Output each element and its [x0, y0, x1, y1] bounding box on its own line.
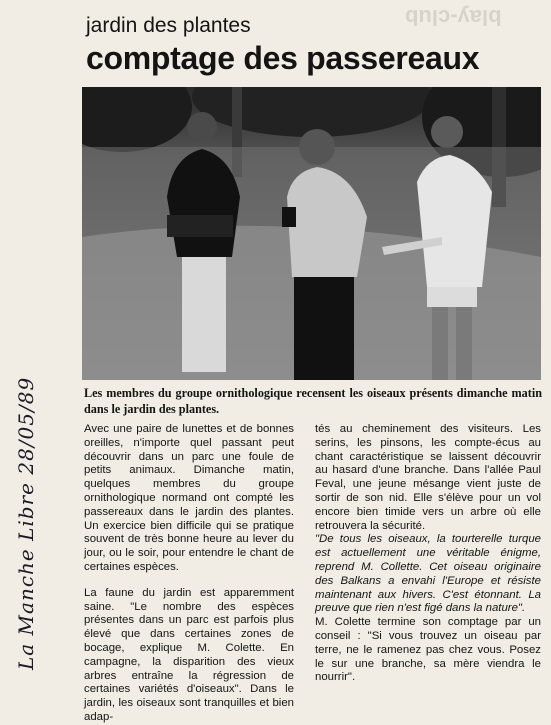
paragraph: Avec une paire de lunettes et de bonnes oreilles, n'importe quel passant peut découvrir dans un parc une foule de petits animaux. Dimanche matin, quelques membres du groupe ornithologique normand ont compté les passereaux dans le jardin des plantes. Un exercice bien difficile qui se pratique souvent de très bonne heure au lever du jour, ou le soir, pour entendre le chant de certaines espèces.	[84, 423, 294, 573]
article-column-2	[315, 423, 541, 685]
paragraph: La faune du jardin est apparemment saine. "Le nombre des espèces présentes dans un parc est parfois plus élevé que dans certaines zones de bocage, explique M. Colette. En campagne, la disparition des vieux arbres entraîne la régression de certaines variétés d'oiseaux". Dans le jardin, les oiseaux sont tranquilles et bien adap-	[84, 586, 294, 723]
article-column-1	[84, 423, 294, 725]
paragraph: tés au cheminement des visiteurs. Les serins, les pinsons, les compte-écus au chant caractéristique se laissent découvrir au hasard d'une branche. Dans l'allée Paul Feval, une jeune mésange vient juste de sortir de son nid. Elle s'élève pour un vol encore bien timide vers un arbre où elle retrouvera la sécurité.	[315, 423, 541, 532]
handwritten-source-note: La Manche Libre 28/05/89	[14, 376, 38, 670]
paragraph: "De tous les oiseaux, la tourterelle turque est actuellement une véritable énigme, reprend M. Collette. Cet oiseau originaire des Balkans a envahi l'Europe et résiste maintenant aux hivers. C'est étonnant. La preuve que rien n'est figé dans la nature".	[315, 533, 541, 615]
bleed-through-text: blay-club	[405, 5, 502, 30]
photo-caption: Les membres du groupe ornithologique recensent les oiseaux présents dimanche matin dans le jardin des plantes.	[84, 386, 542, 416]
paragraph: M. Colette termine son comptage par un conseil : "Si vous trouvez un oiseau par terre, ne le ramenez pas chez vous. Posez le sur une branche, sa mère viendra le nourrir".	[315, 616, 541, 684]
article-photo	[82, 87, 541, 380]
article-kicker: jardin des plantes	[86, 14, 251, 37]
article-headline: comptage des passereaux	[86, 40, 480, 76]
